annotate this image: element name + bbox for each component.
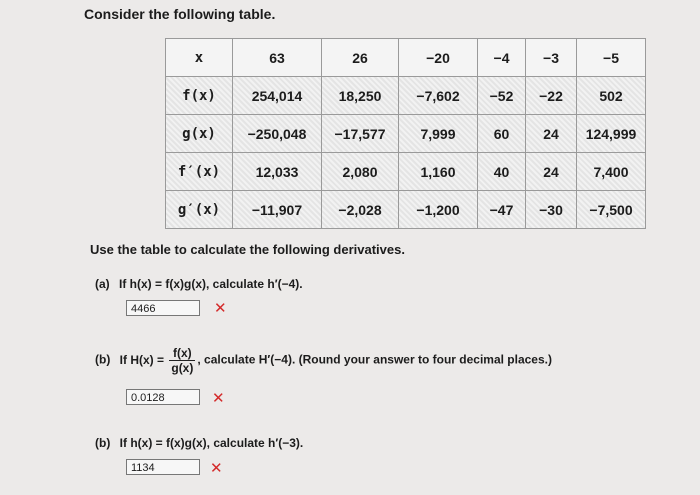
answer-c-input[interactable]: 1134: [126, 459, 200, 475]
table-cell: 254,014: [233, 77, 322, 115]
question-b-suffix: , calculate H′(−4). (Round your answer to four decimal places.): [197, 352, 552, 367]
answer-a-input[interactable]: 4466: [126, 300, 200, 316]
table-row: [166, 77, 646, 115]
table-header-cell: −5: [577, 39, 646, 77]
answer-b-input[interactable]: 0.0128: [126, 389, 200, 405]
question-b-label: (b): [95, 352, 111, 367]
table-cell: −7,500: [577, 191, 646, 229]
table-cell: −17,577: [322, 115, 399, 153]
fraction-numerator: f(x): [169, 346, 195, 361]
row-label: f(x): [166, 77, 233, 115]
table-cell: 18,250: [322, 77, 399, 115]
row-label: g′(x): [166, 191, 233, 229]
instructions: Use the table to calculate the following derivatives.: [90, 242, 405, 257]
table-cell: 502: [577, 77, 646, 115]
table-cell: 7,400: [577, 153, 646, 191]
table-cell: −47: [478, 191, 526, 229]
table-cell: 24: [526, 115, 577, 153]
table-cell: 60: [478, 115, 526, 153]
table-cell: −2,028: [322, 191, 399, 229]
table-cell: 1,160: [399, 153, 478, 191]
table-header-row: [166, 39, 646, 77]
table-cell: −250,048: [233, 115, 322, 153]
table-cell: −7,602: [399, 77, 478, 115]
table-header-cell: x: [166, 39, 233, 77]
values-table: [165, 38, 646, 229]
row-label: g(x): [166, 115, 233, 153]
table-cell: −30: [526, 191, 577, 229]
table-cell: −1,200: [399, 191, 478, 229]
question-b: [95, 346, 552, 375]
problem-intro: Consider the following table.: [84, 6, 276, 22]
incorrect-icon: ✕: [210, 460, 223, 477]
question-a-text: If h(x) = f(x)g(x), calculate h′(−4).: [119, 277, 303, 291]
incorrect-icon: ✕: [214, 300, 227, 317]
table-cell: 2,080: [322, 153, 399, 191]
incorrect-icon: ✕: [212, 390, 225, 407]
question-c-text: If h(x) = f(x)g(x), calculate h′(−3).: [119, 436, 304, 450]
table-cell: 40: [478, 153, 526, 191]
table-cell: 7,999: [399, 115, 478, 153]
table-cell: −52: [478, 77, 526, 115]
question-a-label: (a): [95, 277, 110, 291]
fraction-denominator: g(x): [171, 361, 194, 375]
table-row: [166, 115, 646, 153]
table-header-cell: −3: [526, 39, 577, 77]
fraction: [169, 346, 195, 375]
table-cell: −22: [526, 77, 577, 115]
table-header-cell: −20: [399, 39, 478, 77]
question-c-label: (b): [95, 436, 111, 450]
table-row: [166, 191, 646, 229]
table-cell: 24: [526, 153, 577, 191]
table-header-cell: 26: [322, 39, 399, 77]
table-cell: −11,907: [233, 191, 322, 229]
table-cell: 12,033: [233, 153, 322, 191]
table-header-cell: 63: [233, 39, 322, 77]
table-cell: 124,999: [577, 115, 646, 153]
question-a: [95, 277, 303, 291]
table-header-cell: −4: [478, 39, 526, 77]
question-b-prefix: If H(x) =: [119, 352, 165, 367]
row-label: f′(x): [166, 153, 233, 191]
question-c: [95, 436, 303, 450]
table-row: [166, 153, 646, 191]
